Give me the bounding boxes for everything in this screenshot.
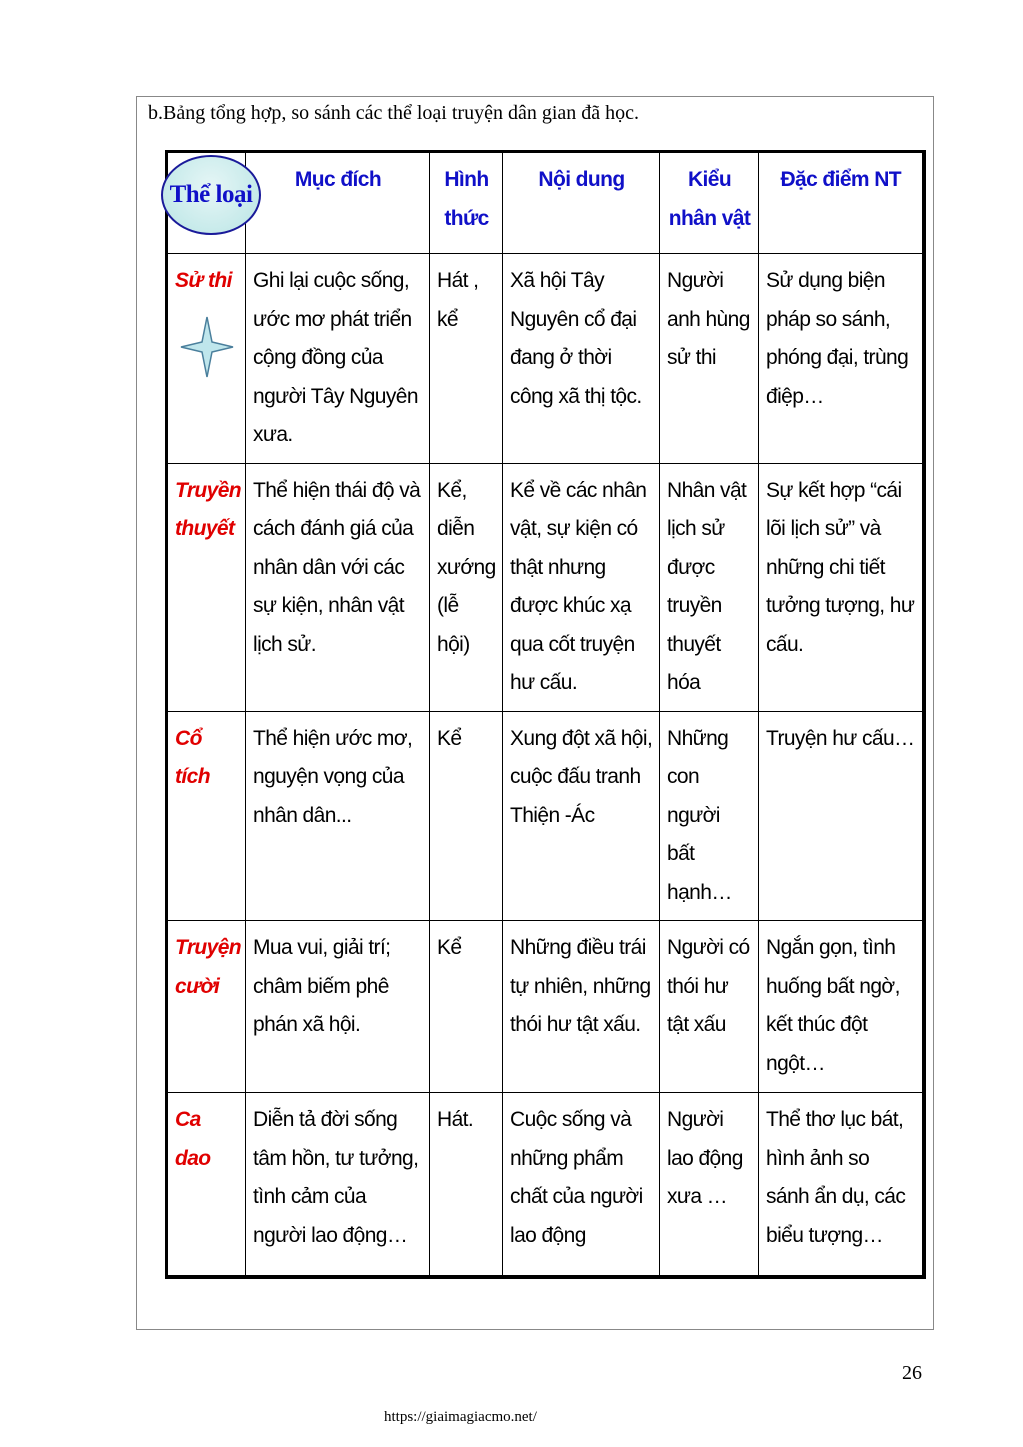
header-genre-label: Thể loại — [169, 180, 253, 208]
content-cell: Xung đột xã hội, cuộc đấu tranh Thiện -Ác — [503, 711, 660, 921]
table-row — [167, 711, 924, 921]
genre-oval-badge — [161, 155, 261, 235]
genre-cell: Truyện cười — [167, 921, 246, 1093]
character-cell: Người anh hùng sử thi — [660, 254, 759, 464]
content-cell: Cuộc sống và những phẩm chất của người lao động — [503, 1093, 660, 1277]
page-number: 26 — [902, 1362, 922, 1384]
character-cell: Nhân vật lịch sử được truyền thuyết hóa — [660, 463, 759, 711]
header-purpose: Mục đích — [246, 152, 430, 254]
header-genre — [167, 152, 253, 254]
footer-url: https://giaimagiacmo.net/ — [384, 1409, 537, 1425]
form-cell: Kể — [430, 711, 503, 921]
purpose-cell: Diễn tả đời sống tâm hồn, tư tưởng, tình cảm của người lao động… — [246, 1093, 430, 1277]
art-cell: Ngắn gọn, tình huống bất ngờ, kết thúc đột ngột… — [759, 921, 924, 1093]
header-character: Kiểu nhân vật — [660, 152, 759, 254]
purpose-cell: Thể hiện ước mơ, nguyện vọng của nhân dân... — [246, 711, 430, 921]
purpose-cell: Thể hiện thái độ và cách đánh giá của nhân dân với các sự kiện, nhân vật lịch sử. — [246, 463, 430, 711]
art-cell: Sự kết hợp “cái lõi lịch sử” và những chi tiết tưởng tượng, hư cấu. — [759, 463, 924, 711]
form-cell: Kể — [430, 921, 503, 1093]
art-cell: Sử dụng biện pháp so sánh, phóng đại, trùng điệp… — [759, 254, 924, 464]
header-form: Hình thức — [430, 152, 503, 254]
intro-text: b.Bảng tổng hợp, so sánh các thể loại truyện dân gian đã học. — [148, 102, 640, 124]
form-cell: Hát. — [430, 1093, 503, 1277]
genre-cell — [167, 254, 246, 464]
purpose-cell: Mua vui, giải trí; châm biếm phê phán xã hội. — [246, 921, 430, 1093]
content-cell: Những điều trái tự nhiên, những thói hư tật xấu. — [503, 921, 660, 1093]
header-art: Đặc điểm NT — [759, 152, 924, 254]
form-cell: Kể, diễn xướng (lễ hội) — [430, 463, 503, 711]
content-cell: Kể về các nhân vật, sự kiện có thật nhưng được khúc xạ qua cốt truyện hư cấu. — [503, 463, 660, 711]
table-row — [167, 1093, 924, 1277]
table-row — [167, 463, 924, 711]
genre-summary-table — [165, 150, 926, 1279]
character-cell: Người lao động xưa … — [660, 1093, 759, 1277]
content-cell: Xã hội Tây Nguyên cổ đại đang ở thời công xã thị tộc. — [503, 254, 660, 464]
genre-cell: Truyền thuyết — [167, 463, 246, 711]
genre-cell: Cổ tích — [167, 711, 246, 921]
character-cell: Người có thói hư tật xấu — [660, 921, 759, 1093]
art-cell: Truyện hư cấu… — [759, 711, 924, 921]
purpose-cell: Ghi lại cuộc sống, ước mơ phát triển cộng đồng của người Tây Nguyên xưa. — [246, 254, 430, 464]
genre-cell: Ca dao — [167, 1093, 246, 1277]
character-cell: Những con người bất hạnh… — [660, 711, 759, 921]
table-row — [167, 921, 924, 1093]
form-cell: Hát , kể — [430, 254, 503, 464]
genre-label: Sử thi — [175, 269, 232, 292]
four-point-star-icon — [179, 315, 235, 379]
header-row — [167, 152, 924, 254]
table-row — [167, 254, 924, 464]
art-cell: Thể thơ lục bát, hình ảnh so sánh ẩn dụ, các biểu tượng… — [759, 1093, 924, 1277]
header-content: Nội dung — [503, 152, 660, 254]
